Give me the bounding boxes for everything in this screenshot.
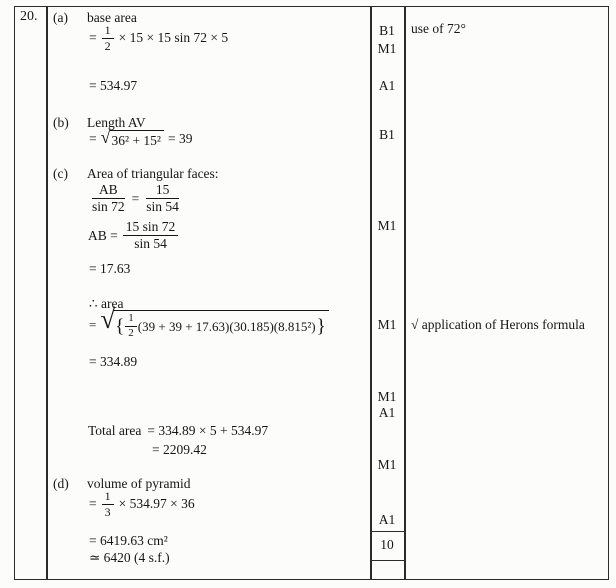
fraction-numerator: 1: [102, 24, 114, 39]
fraction-numerator: AB: [92, 183, 125, 199]
part-d-title: volume of pyramid: [87, 476, 191, 491]
part-d-label: (d): [53, 476, 69, 491]
mark-c-m1-herons: M1: [377, 317, 397, 332]
fraction-ab-over-sin72: [92, 183, 125, 214]
equals-sign: =: [89, 131, 97, 146]
mark-a-b1: B1: [379, 23, 395, 38]
comment-herons-formula: √ application of Herons formula: [411, 317, 585, 332]
fraction-one-half: [125, 313, 137, 339]
radicand: 36² + 15²: [110, 130, 164, 149]
close-brace: }: [316, 316, 326, 337]
fraction-numerator: 1: [125, 313, 137, 327]
mark-b-b1: B1: [379, 127, 395, 142]
equals-sign: =: [131, 190, 140, 206]
total-area-label: Total area: [88, 423, 142, 438]
herons-terms: (39 + 39 + 17.63)(30.185)(8.815²): [137, 318, 316, 334]
part-c-herons-equation: [89, 304, 329, 340]
comment-use-of-72: use of 72°: [411, 21, 466, 36]
part-d-equation: [89, 490, 195, 518]
part-c-total-area-line1: [88, 423, 268, 439]
square-root: [100, 304, 328, 339]
radicand: [113, 310, 329, 339]
part-b-equation: [89, 128, 192, 150]
part-a-result: = 534.97: [89, 78, 138, 93]
total-cell-top-rule: [371, 531, 404, 532]
fraction-numerator: 1: [102, 490, 114, 505]
part-c-title: Area of triangular faces:: [87, 166, 219, 181]
square-root: [100, 126, 164, 149]
fraction-numerator: 15 sin 72: [123, 220, 179, 236]
total-cell-bottom-rule: [371, 560, 404, 561]
question-col-divider: [46, 6, 48, 580]
part-c-ab-result: = 17.63: [89, 261, 131, 276]
open-brace: {: [115, 316, 125, 337]
part-c-ab-equation: [88, 219, 178, 252]
part-d-equation-rest: × 534.97 × 36: [118, 496, 195, 511]
fraction-one-half: [102, 24, 114, 52]
part-b-result: = 39: [167, 131, 193, 146]
part-c-area-result: = 334.89: [89, 354, 138, 369]
total-area-expression: = 334.89 × 5 + 534.97: [147, 423, 269, 438]
equals-sign: =: [89, 30, 97, 45]
fraction-denominator: 2: [128, 327, 134, 339]
fraction-one-third: [102, 490, 114, 518]
part-d-rounded-result: ≃ 6420 (4 s.f.): [89, 550, 170, 565]
radical-sign: √: [100, 126, 111, 147]
total-marks: 10: [380, 537, 394, 552]
part-b-label: (b): [53, 115, 69, 130]
mark-c-m1-total: M1: [377, 389, 397, 404]
mark-a-m1: M1: [377, 41, 397, 56]
equals-sign: =: [89, 317, 97, 332]
fraction-denominator: sin 54: [146, 199, 179, 214]
part-a-equation-rest: × 15 × 15 sin 72 × 5: [118, 30, 229, 45]
fraction-15-over-sin54: [146, 183, 179, 214]
fraction-denominator: 2: [104, 38, 111, 53]
part-a-title: base area: [87, 10, 137, 25]
radical-sign: √: [100, 304, 116, 335]
equals-sign: =: [89, 496, 97, 511]
fraction-denominator: sin 54: [134, 236, 167, 251]
part-c-therefore-area: ∴ area: [89, 296, 124, 311]
mark-a-a1: A1: [378, 78, 396, 93]
part-d-result: = 6419.63 cm²: [89, 533, 168, 548]
mark-c-m1-ab: M1: [377, 218, 397, 233]
mark-c-a1-total: A1: [378, 405, 396, 420]
part-c-total-area-result: = 2209.42: [152, 442, 207, 457]
part-b-title: Length AV: [87, 115, 146, 130]
ab-equals: AB =: [88, 227, 118, 243]
part-a-equation: [89, 24, 228, 52]
fraction-numerator: 15: [146, 183, 179, 199]
part-c-sine-rule: [92, 182, 179, 215]
fraction-15sin72-over-sin54: [123, 220, 179, 251]
part-a-label: (a): [53, 10, 68, 25]
fraction-denominator: sin 72: [92, 199, 125, 214]
part-c-label: (c): [53, 166, 68, 181]
mark-d-m1: M1: [377, 457, 397, 472]
mark-d-a1: A1: [378, 512, 396, 527]
fraction-denominator: 3: [104, 504, 111, 519]
question-number: 20.: [20, 9, 38, 24]
